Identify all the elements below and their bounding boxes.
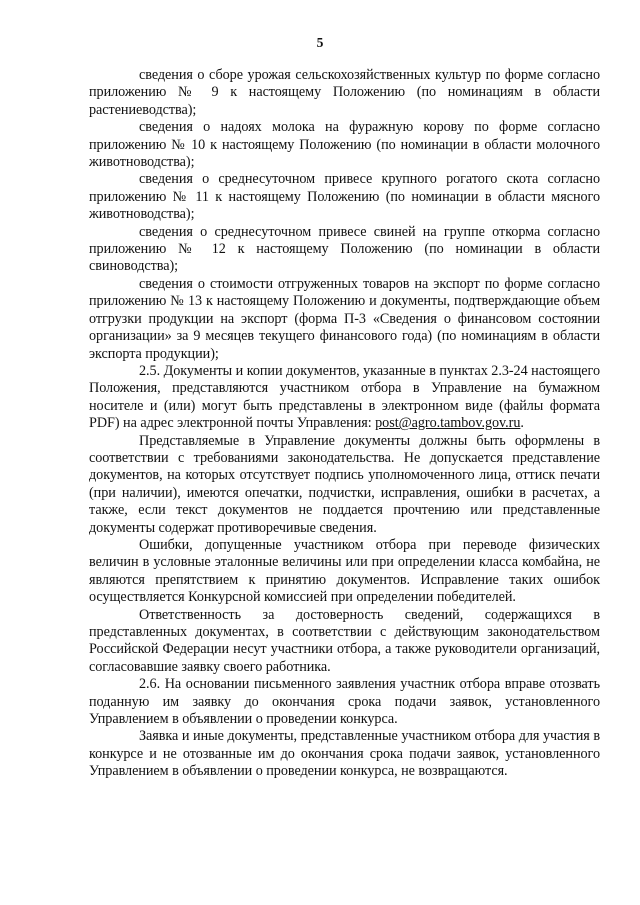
paragraph-item-harvest: сведения о сборе урожая сельскохозяйственных культур по форме согласно приложению № 9 к настоящему Положению (по номинациям в области растениеводства); xyxy=(89,67,600,118)
document-body xyxy=(89,67,600,781)
paragraph-item-cattle: сведения о среднесуточном привесе крупного рогатого скота согласно приложению № 11 к настоящему Положению (по номинации в области мясного животноводства); xyxy=(89,171,600,223)
paragraph-item-milk: сведения о надоях молока на фуражную корову по форме согласно приложению № 10 к настоящему Положению (по номинации в области молочного животноводства); xyxy=(89,119,600,171)
paragraph-non-return: Заявка и иные документы, представленные участником отбора для участия в конкурсе и не отозванные им до окончания срока подачи заявок, установленного Управлением в объявлении о проведении конкурса, не возвращаются. xyxy=(89,728,600,780)
page-number: 5 xyxy=(316,35,324,50)
section-2-5-text: 2.5. Документы и копии документов, указанные в пунктах 2.3-24 настоящего Положения, представляются участником отбора в Управление на бумажном носителе и (или) могут быть представлены в электронном виде (файлы формата PDF) на адрес электронной почты Управления: xyxy=(89,362,600,432)
paragraph-item-export: сведения о стоимости отгруженных товаров на экспорт по форме согласно приложению № 13 к настоящему Положению и документы, подтверждающие объем отгрузки продукции на экспорт (форма П-3 «Сведения о финансовом состоянии организации» за 9 месяцев текущего финансового года) (по номинациям в области экспорта продукции); xyxy=(89,275,600,362)
paragraph-responsibility: Ответственность за достоверность сведений, содержащихся в представленных документах, в соответствии с действующим законодательством Российской Федерации несут участники отбора, а также руководители организаций, согласовавшие заявку своего работника. xyxy=(89,606,600,675)
paragraph-item-pigs: сведения о среднесуточном привесе свиней на группе откорма согласно приложению № 12 к настоящему Положению (по номинации в области свиноводства); xyxy=(89,223,600,275)
paragraph-section-2-5 xyxy=(89,363,600,433)
paragraph-errors: Ошибки, допущенные участником отбора при переводе физических величин в условные эталонные величины или при определении класса комбайна, не являются препятствием к принятию документов. Исправление таких ошибок осуществляется Конкурсной комиссией при определении победителей. xyxy=(89,536,600,606)
section-2-5-tail: . xyxy=(520,415,524,432)
paragraph-requirements: Представляемые в Управление документы должны быть оформлены в соответствии с требованиями законодательства. Не допускается представление документов, на которых отсутствует подпись уполномоченного лица, оттиск печати (при наличии), имеются опечатки, подчистки, исправления, ошибки в расчетах, а также, если текст документов не поддается прочтению или представленные документы содержат противоречивые сведения. xyxy=(89,432,600,536)
email-link[interactable]: post@agro.tambov.gov.ru xyxy=(375,415,521,432)
paragraph-section-2-6: 2.6. На основании письменного заявления участник отбора вправе отозвать поданную им заявку до окончания срока подачи заявок, установленного Управлением в объявлении о проведении конкурса. xyxy=(89,676,600,728)
